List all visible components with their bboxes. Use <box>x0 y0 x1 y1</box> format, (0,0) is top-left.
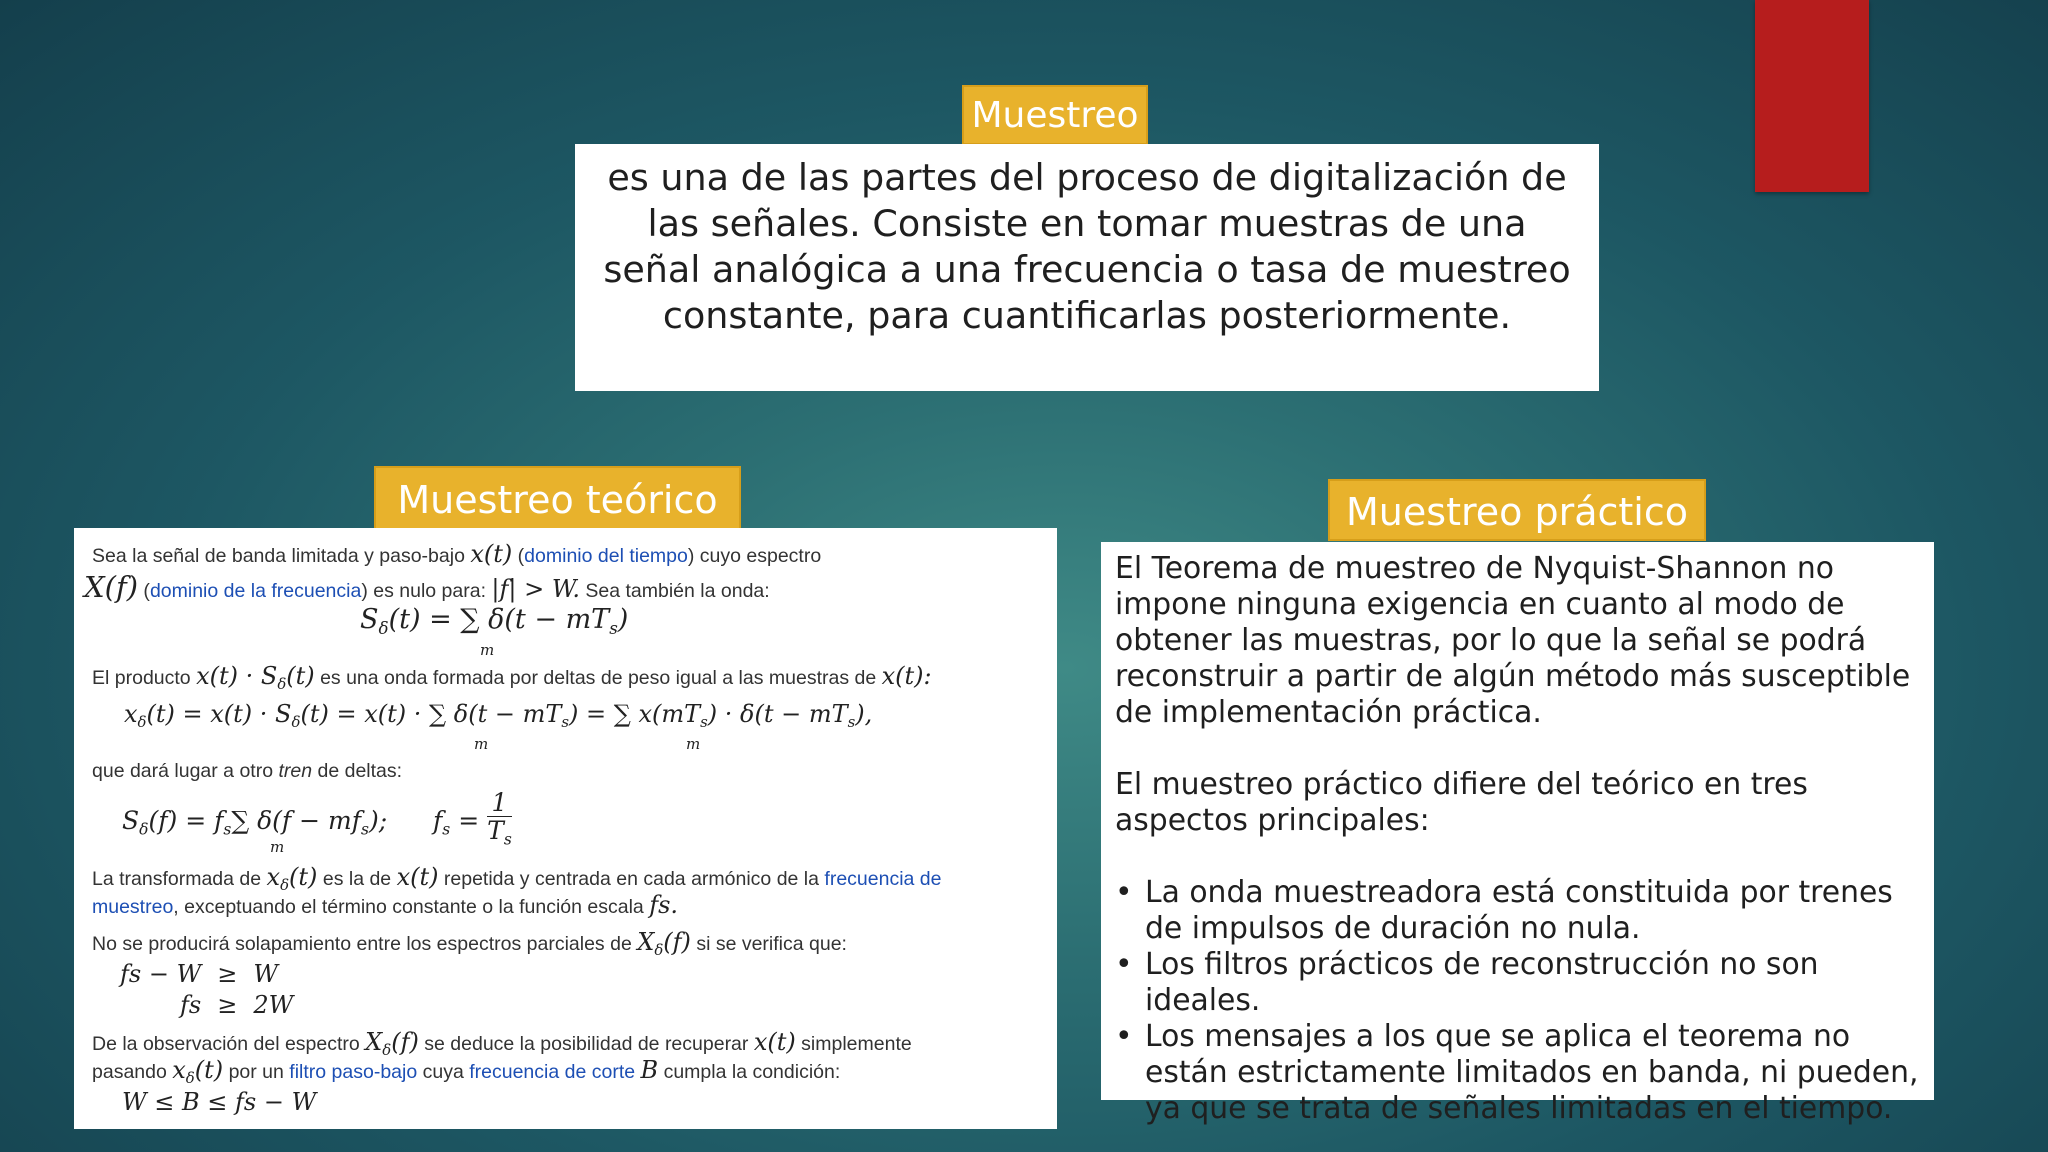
list-item: • Los filtros prácticos de reconstrucción no son ideales. <box>1115 947 1819 1018</box>
theory-line-3: El producto $x(t) \cdot S_\delta(t)$ es una onda formada por deltas de peso igual a las muestras de x(t): <box>92 662 932 694</box>
theory-line-2: X(f) (dominio de la frecuencia) es nulo para: |f| > W. Sea también la onda: <box>84 570 770 604</box>
link-muestreo[interactable]: muestreo <box>92 896 174 918</box>
link-frecuencia-de-muestreo[interactable]: frecuencia de <box>824 868 942 890</box>
sum-index: m <box>474 735 489 753</box>
sum-index: m <box>686 735 701 753</box>
sum-index: m <box>480 641 495 659</box>
equation-S-delta: $S_\delta(t)$ = ∑ $\delta(t - mT_s)$ <box>360 604 629 638</box>
bullet-icon: • <box>1115 875 1133 910</box>
inequality-table <box>112 958 301 1020</box>
theory-line-4: que dará lugar a otro tren de deltas: <box>92 760 403 782</box>
inequality-row <box>112 989 301 1020</box>
title-tag-muestreo-practico: Muestreo práctico <box>1328 479 1706 541</box>
inequality-cell: 2W <box>253 990 294 1019</box>
inequality-row <box>112 958 301 989</box>
bullet-icon: • <box>1115 1019 1133 1054</box>
theory-line-5: La transformada de $x_\delta(t)$ es la de x(t) repetida y centrada en cada armónico de la frecuencia de <box>92 863 942 895</box>
equation-S-delta-f: $S_\delta(f) = f_s\sum$ $\delta(f - mf_s)$; $f_s$ = $\frac{1}{T_s}$ <box>122 788 512 849</box>
inequality-cell: ≥ <box>217 990 238 1019</box>
bullet-icon: • <box>1115 947 1133 982</box>
definition-box: es una de las partes del proceso de digitalización de las señales. Consiste en tomar muestras de una señal analógica a una frecuencia o tasa de muestreo constante, para cuantificarlas posteriormente. <box>575 144 1599 391</box>
equation-cutoff-condition: W ≤ B ≤ fs − W <box>122 1088 317 1116</box>
decorative-red-bar <box>1755 0 1869 192</box>
sum-index: m <box>270 838 285 856</box>
link-dominio-tiempo[interactable]: dominio del tiempo <box>524 545 688 567</box>
inequality-cell: fs <box>180 990 202 1019</box>
inequality-cell: ≥ <box>217 959 238 988</box>
theory-line-9: pasando $x_\delta(t)$ por un filtro paso-bajo cuya frecuencia de corte B cumpla la condición: <box>92 1056 841 1088</box>
theory-line-6: muestreo, exceptuando el término constante o la función escala fs. <box>92 891 679 919</box>
list-item: • La onda muestreadora está constituida por trenes de impulsos de duración no nula. <box>1115 875 1893 946</box>
inequality-cell: W <box>253 959 279 988</box>
theory-line-8: De la observación del espectro $X_\delta(f)$ se deduce la posibilidad de recuperar x(t) simplemente <box>92 1028 912 1060</box>
link-frecuencia-de-corte[interactable]: frecuencia de corte <box>469 1061 636 1083</box>
practical-paragraph-2: El muestreo práctico difiere del teórico en tres aspectos principales: <box>1115 767 1808 838</box>
title-tag-muestreo: Muestreo <box>962 85 1148 145</box>
theory-line-7: No se producirá solapamiento entre los espectros parciales de $X_\delta(f)$ si se verifica que: <box>92 928 847 960</box>
inequality-cell: fs − W <box>120 959 202 988</box>
practical-content-box <box>1101 542 1934 1126</box>
practical-bullet-list <box>1115 875 1920 1127</box>
theoretical-content-box <box>74 528 1057 1129</box>
list-item: • Los mensajes a los que se aplica el teorema no están estrictamente limitados en banda, ni pueden, ya que se trata de señales limitadas en el tiempo. <box>1115 1019 1919 1126</box>
equation-x-delta: $x_\delta(t) = x(t) \cdot S_\delta(t) = x(t)$ · ∑ $\delta(t - mT_s)$ = ∑ $x(mT_s) \cdot \delta(t - mT_s)$, <box>124 700 873 732</box>
practical-paragraph-1: El Teorema de muestreo de Nyquist-Shannon no impone ninguna exigencia en cuanto al modo de obtener las muestras, por lo que la señal se podrá reconstruir a partir de algún método más susceptible de implementación práctica. <box>1115 551 1911 730</box>
theory-line-1: Sea la señal de banda limitada y paso-bajo x(t) (dominio del tiempo) cuyo espectro <box>92 540 822 568</box>
link-dominio-frecuencia[interactable]: dominio de la frecuencia <box>149 580 362 602</box>
title-tag-muestreo-teorico: Muestreo teórico <box>374 466 741 530</box>
link-filtro-paso-bajo[interactable]: filtro paso-bajo <box>289 1061 418 1083</box>
